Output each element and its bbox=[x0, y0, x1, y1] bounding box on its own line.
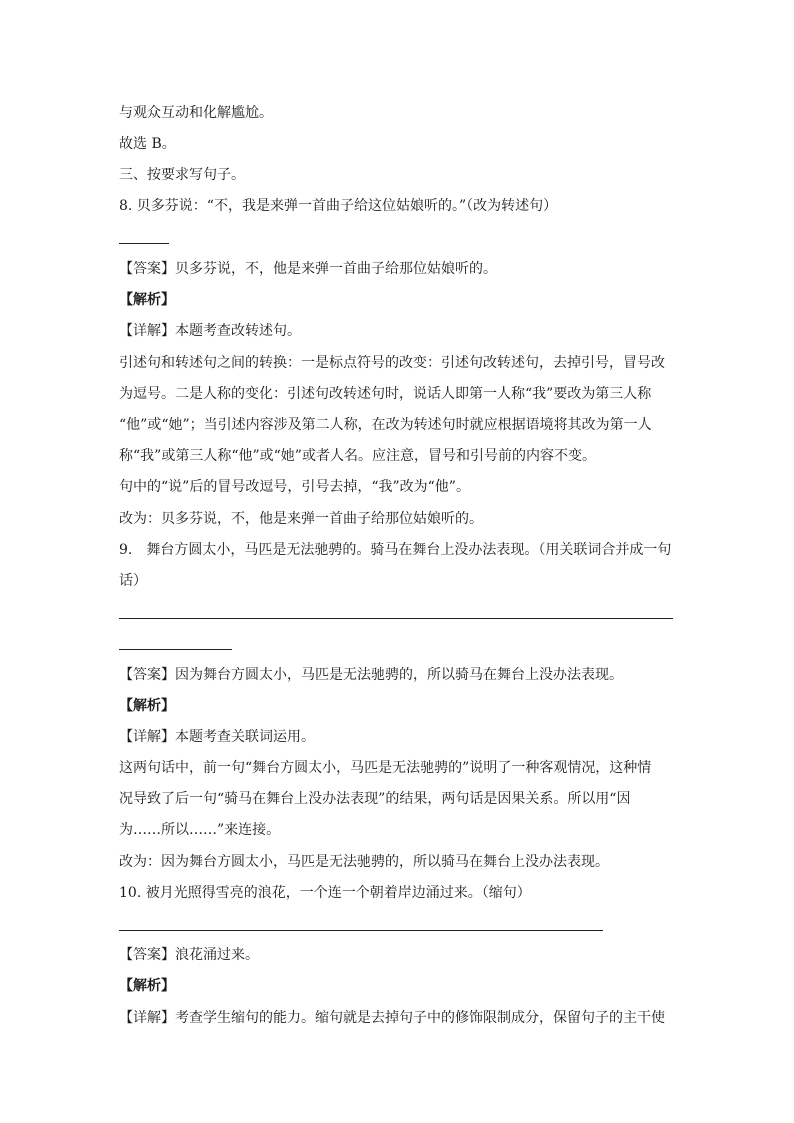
text-line: 与观众互动和化解尴尬。 bbox=[119, 105, 273, 121]
explanation-line: 为逗号。二是人称的变化：引述句改转述句时，说话人即第一人称“我”要改为第三人称 bbox=[119, 386, 652, 402]
explanation-heading: 【详解】本题考查关联词运用。 bbox=[119, 729, 315, 745]
explanation-heading: 【详解】本题考查改转述句。 bbox=[119, 323, 301, 339]
explanation-line: 句中的“说”后的冒号改逗号，引号去掉，“我”改为“他”。 bbox=[119, 479, 470, 495]
rewrite-line: 改为：因为舞台方圆太小，马匹是无法驰骋的，所以骑马在舞台上没办法表现。 bbox=[119, 854, 609, 870]
answer-blank-line bbox=[119, 618, 673, 619]
answer-blank-line bbox=[119, 930, 603, 931]
text-line: 故选 B。 bbox=[119, 136, 176, 152]
explanation-line: 为……所以……”来连接。 bbox=[119, 822, 281, 838]
explanation-line: 引述句和转述句之间的转换：一是标点符号的改变：引述句改转述句，去掉引号，冒号改 bbox=[119, 355, 665, 371]
answer-blank-line bbox=[119, 243, 169, 244]
analysis-label: 【解析】 bbox=[119, 978, 175, 994]
analysis-label: 【解析】 bbox=[119, 698, 175, 714]
analysis-label: 【解析】 bbox=[119, 292, 175, 308]
question-9: 9. 舞台方圆太小，马匹是无法驰骋的。骑马在舞台上没办法表现。（用关联词合并成一句 bbox=[119, 542, 672, 558]
explanation-line: “他”或“她”；当引述内容涉及第二人称，在改为转述句时就应根据语境将其改为第一人 bbox=[119, 417, 652, 433]
rewrite-line: 改为：贝多芬说，不，他是来弹一首曲子给那位姑娘听的。 bbox=[119, 511, 483, 527]
explanation-line: 【详解】考查学生缩句的能力。缩句就是去掉句子中的修饰限制成分，保留句子的主干使 bbox=[119, 1010, 665, 1026]
answer-9: 【答案】因为舞台方圆太小，马匹是无法驰骋的，所以骑马在舞台上没办法表现。 bbox=[119, 667, 623, 683]
explanation-line: 称“我”或第三人称“他”或“她”或者人名。应注意，冒号和引号前的内容不变。 bbox=[119, 448, 596, 464]
answer-10: 【答案】浪花涌过来。 bbox=[119, 947, 259, 963]
section-heading: 三、按要求写句子。 bbox=[119, 167, 245, 183]
explanation-line: 这两句话中，前一句“舞台方圆太小，马匹是无法驰骋的”说明了一种客观情况，这种情 bbox=[119, 760, 652, 776]
answer-blank-line bbox=[119, 649, 232, 650]
explanation-line: 况导致了后一句“骑马在舞台上没办法表现”的结果，两句话是因果关系。所以用“因 bbox=[119, 791, 631, 807]
answer-8: 【答案】贝多芬说，不，他是来弹一首曲子给那位姑娘听的。 bbox=[119, 261, 497, 277]
question-8: 8. 贝多芬说：“不，我是来弹一首曲子给这位姑娘听的。”（改为转述句） bbox=[119, 198, 558, 214]
question-9-cont: 话） bbox=[119, 573, 147, 589]
question-10: 10. 被月光照得雪亮的浪花，一个连一个朝着岸边涌过来。（缩句） bbox=[119, 885, 531, 901]
